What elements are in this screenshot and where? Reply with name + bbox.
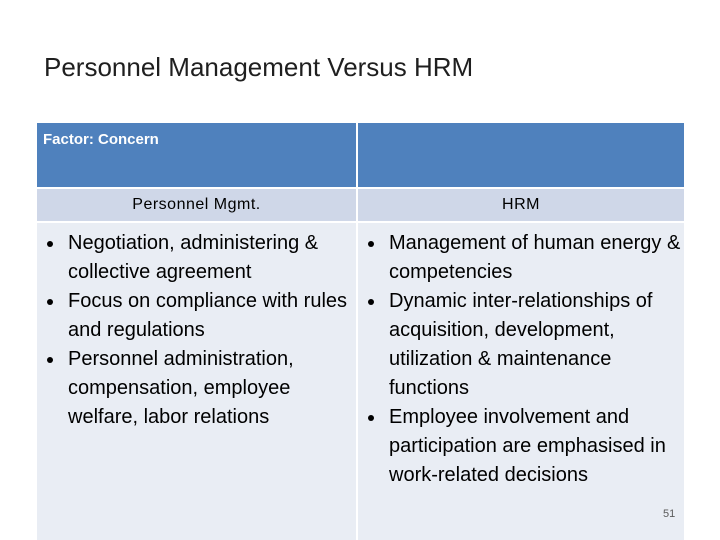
- list-item-text: Focus on compliance with rules and regulations: [68, 290, 348, 341]
- list-item: [358, 403, 684, 490]
- list-item-text: Personnel administration, compensation, employee welfare, labor relations: [68, 348, 294, 428]
- bullet-icon: [47, 299, 53, 305]
- comparison-table: [37, 123, 684, 540]
- table-body-row: [37, 221, 684, 540]
- hrm-cell: [358, 223, 684, 540]
- list-item-text: Employee involvement and participation are emphasised in work-related decisions: [389, 406, 666, 486]
- list-item-text: Management of human energy & competencies: [389, 232, 681, 283]
- bullet-icon: [368, 299, 374, 305]
- table-header-row: [37, 123, 684, 187]
- empty-header-cell: [358, 123, 684, 187]
- list-item-text: Negotiation, administering & collective agreement: [68, 232, 319, 283]
- page-number: 51: [663, 508, 676, 520]
- list-item: [37, 345, 352, 432]
- list-item: [37, 287, 352, 345]
- column-header-personnel: Personnel Mgmt.: [37, 189, 358, 221]
- bullet-icon: [47, 357, 53, 363]
- list-item-text: Dynamic inter-relationships of acquisition, development, utilization & maintenance functions: [389, 290, 653, 399]
- bullet-icon: [368, 241, 374, 247]
- personnel-cell: [37, 223, 358, 540]
- column-header-row: [37, 187, 684, 221]
- bullet-icon: [368, 415, 374, 421]
- bullet-icon: [47, 241, 53, 247]
- list-item: [358, 229, 684, 287]
- personnel-list: [37, 229, 352, 432]
- list-item: [358, 287, 684, 403]
- slide-title: Personnel Management Versus HRM: [44, 52, 474, 82]
- column-header-hrm: HRM: [358, 189, 684, 221]
- hrm-list: [358, 229, 684, 490]
- factor-header-cell: Factor: Concern: [37, 123, 358, 187]
- list-item: [37, 229, 352, 287]
